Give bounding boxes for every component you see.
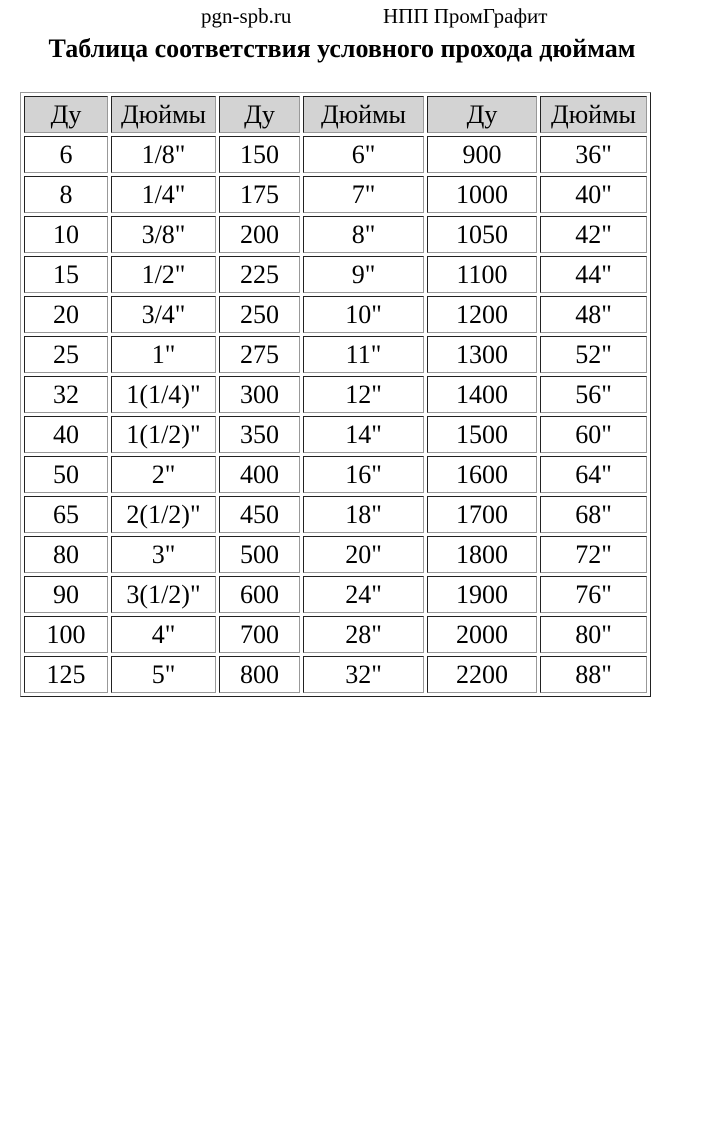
- cell-dn: 1500: [427, 416, 537, 453]
- cell-inches: 16": [303, 456, 424, 493]
- cell-inches: 64": [540, 456, 647, 493]
- cell-inches: 1/8": [111, 136, 216, 173]
- table-row: [24, 376, 647, 413]
- table-row: [24, 296, 647, 333]
- cell-dn: 175: [219, 176, 300, 213]
- cell-inches: 10": [303, 296, 424, 333]
- cell-inches: 12": [303, 376, 424, 413]
- cell-inches: 2(1/2)": [111, 496, 216, 533]
- cell-dn: 40: [24, 416, 108, 453]
- cell-dn: 6: [24, 136, 108, 173]
- cell-inches: 11": [303, 336, 424, 373]
- cell-inches: 7": [303, 176, 424, 213]
- cell-dn: 150: [219, 136, 300, 173]
- cell-dn: 200: [219, 216, 300, 253]
- cell-dn: 350: [219, 416, 300, 453]
- company-name: НПП ПромГрафит: [383, 4, 548, 28]
- column-header-dn: Ду: [219, 96, 300, 133]
- cell-inches: 1(1/2)": [111, 416, 216, 453]
- table-row: [24, 216, 647, 253]
- cell-inches: 3/8": [111, 216, 216, 253]
- cell-dn: 450: [219, 496, 300, 533]
- cell-dn: 1050: [427, 216, 537, 253]
- cell-dn: 65: [24, 496, 108, 533]
- cell-dn: 800: [219, 656, 300, 693]
- table-row: [24, 136, 647, 173]
- cell-dn: 1800: [427, 536, 537, 573]
- cell-inches: 5": [111, 656, 216, 693]
- cell-dn: 2000: [427, 616, 537, 653]
- cell-dn: 1300: [427, 336, 537, 373]
- cell-dn: 600: [219, 576, 300, 613]
- table-row: [24, 256, 647, 293]
- cell-dn: 700: [219, 616, 300, 653]
- cell-inches: 88": [540, 656, 647, 693]
- cell-dn: 1600: [427, 456, 537, 493]
- table-row: [24, 536, 647, 573]
- conversion-table-container: [20, 92, 651, 697]
- table-row: [24, 576, 647, 613]
- cell-inches: 6": [303, 136, 424, 173]
- cell-dn: 300: [219, 376, 300, 413]
- cell-dn: 1000: [427, 176, 537, 213]
- cell-inches: 3(1/2)": [111, 576, 216, 613]
- table-row: [24, 176, 647, 213]
- table-row: [24, 656, 647, 693]
- cell-inches: 24": [303, 576, 424, 613]
- cell-dn: 90: [24, 576, 108, 613]
- site-domain: pgn-spb.ru: [201, 4, 292, 28]
- cell-inches: 68": [540, 496, 647, 533]
- cell-inches: 1/4": [111, 176, 216, 213]
- dn-inch-conversion-table: [20, 92, 651, 697]
- cell-inches: 80": [540, 616, 647, 653]
- cell-dn: 1900: [427, 576, 537, 613]
- cell-dn: 2200: [427, 656, 537, 693]
- column-header-inches: Дюймы: [540, 96, 647, 133]
- cell-inches: 48": [540, 296, 647, 333]
- cell-dn: 20: [24, 296, 108, 333]
- cell-inches: 1": [111, 336, 216, 373]
- cell-inches: 44": [540, 256, 647, 293]
- cell-inches: 1(1/4)": [111, 376, 216, 413]
- cell-dn: 275: [219, 336, 300, 373]
- column-header-inches: Дюймы: [111, 96, 216, 133]
- cell-dn: 1100: [427, 256, 537, 293]
- cell-dn: 100: [24, 616, 108, 653]
- table-body: [24, 136, 647, 693]
- cell-inches: 56": [540, 376, 647, 413]
- cell-dn: 500: [219, 536, 300, 573]
- column-header-dn: Ду: [24, 96, 108, 133]
- cell-inches: 2": [111, 456, 216, 493]
- table-row: [24, 456, 647, 493]
- cell-inches: 60": [540, 416, 647, 453]
- cell-dn: 8: [24, 176, 108, 213]
- cell-dn: 1400: [427, 376, 537, 413]
- cell-dn: 25: [24, 336, 108, 373]
- cell-dn: 80: [24, 536, 108, 573]
- table-row: [24, 496, 647, 533]
- table-header-row: [24, 96, 647, 133]
- column-header-inches: Дюймы: [303, 96, 424, 133]
- cell-inches: 1/2": [111, 256, 216, 293]
- cell-dn: 400: [219, 456, 300, 493]
- cell-dn: 15: [24, 256, 108, 293]
- page-title: Таблица соответствия условного прохода дюймам: [48, 34, 636, 63]
- column-header-dn: Ду: [427, 96, 537, 133]
- cell-dn: 250: [219, 296, 300, 333]
- cell-dn: 900: [427, 136, 537, 173]
- cell-inches: 28": [303, 616, 424, 653]
- cell-inches: 9": [303, 256, 424, 293]
- table-row: [24, 336, 647, 373]
- cell-inches: 8": [303, 216, 424, 253]
- cell-inches: 14": [303, 416, 424, 453]
- cell-inches: 52": [540, 336, 647, 373]
- cell-inches: 40": [540, 176, 647, 213]
- page-header: [0, 4, 723, 30]
- cell-inches: 72": [540, 536, 647, 573]
- cell-dn: 50: [24, 456, 108, 493]
- cell-inches: 20": [303, 536, 424, 573]
- cell-dn: 32: [24, 376, 108, 413]
- table-row: [24, 416, 647, 453]
- cell-inches: 18": [303, 496, 424, 533]
- cell-dn: 1200: [427, 296, 537, 333]
- cell-dn: 10: [24, 216, 108, 253]
- cell-dn: 125: [24, 656, 108, 693]
- cell-dn: 1700: [427, 496, 537, 533]
- cell-inches: 36": [540, 136, 647, 173]
- cell-inches: 3": [111, 536, 216, 573]
- cell-inches: 42": [540, 216, 647, 253]
- cell-inches: 76": [540, 576, 647, 613]
- cell-inches: 3/4": [111, 296, 216, 333]
- cell-inches: 32": [303, 656, 424, 693]
- table-row: [24, 616, 647, 653]
- cell-inches: 4": [111, 616, 216, 653]
- cell-dn: 225: [219, 256, 300, 293]
